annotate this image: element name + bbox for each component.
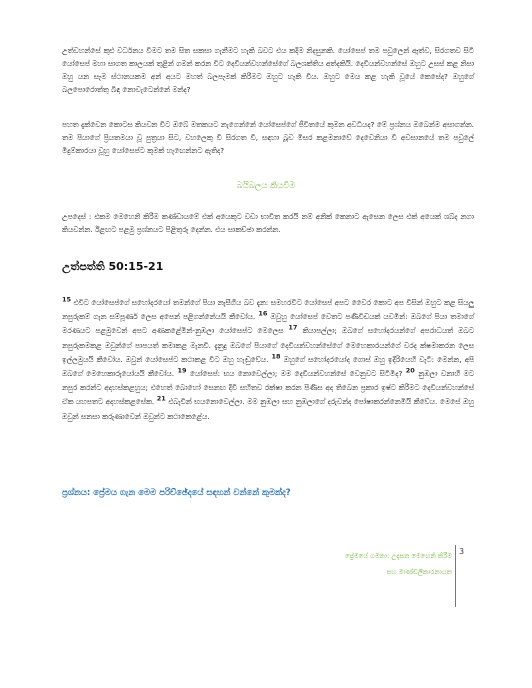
verse-text: කියාපල්ලා; ඔබගේ සහෝදරයන්ගේ අපරාධයත් ඔබට නපුරුකමකළ ඔවුන්ගේ පාපයත් කමාකළ මැනවි. දැනුදු ඔබගේ පියාගේ දෙවියන්වහන්සේගේ මෙහෙකාරයන්ගේ වරද ක්ෂමාකරන ලෙස ඉල්ලමුයයි කීවෝය. ඔවුන් යෝසෙප්ට කථාකළ විට ඔහු හැඬුවේය. <box>62 326 475 364</box>
intro-paragraph: උත්වහන්සේ කුළු වර්ධනය වීමට තම සිත සකසා ගැනීමට හැකි බවට එය කදිම නිදසුනකි. යෝසෙප් තම පවුලෙන් ඈත්ව, සිරගතව සිටි යෝසෙප් මහා සාගත කාලයක් තුළින් ගමන් කරන විට දෙවියන්වහන්සේගේ බලශක්තිය අත්දකියි. දෙවියන්වහන්සේ ඔහුට උසස් කළ නිසා ඔහු යන සෑම ස්ථානයකම අන් අයට මහත් බලපෑමක් කිරීමට ඔහුට හැකි විය. ඔහුට මෙය කළ හැකි වූයේ කෙසේද? ඔහුගේ බලපොරොත්තු බිඳ නොවැටෙන්නේ මන්ද? <box>62 46 474 94</box>
instructions-paragraph: උපදෙස් : එකම මෙහෙනි කිරීම කණ්ඩායමේ එක් අයෙකුට වඩා භාවිත කරයි නම් අනික් කෙනාට ඇසෙන ලෙස එක් අයෙක් ශබ්ද නගා කියවන්න. ඊළඟට පළමු ප්‍රශ්නයට පිළිතුරු දෙන්න. එය සාකච්ඡා කරන්න. <box>62 212 474 234</box>
footer-title: ප්‍රේමයේ ගමනා: උදැසන මෙහෙනි කිරීම <box>345 552 452 560</box>
footer-subtitle: සහ මාණ්ඩලිකාරනායක <box>386 568 452 576</box>
verse-number: 20 <box>405 366 415 375</box>
reflection-paragraph: පහත දැක්වෙන කොටස කියවන විට ඔබේ මතකයට නැගෙන්නේ යෝසෙප්ගේ ජීවිතයේ කුමන අවධියද? මේ ප්‍රශ්නය ඔබෙන්ම අසාගන්න. තම පියාගේ ප්‍රියතමයා වූ පුත්‍රයා සිට, වහලෙකු වී සිරගත වී, සඳහා බූව මිසර කළමනාවේ දෙවෙනියා වී අවසානයේ තම පවුලේ මිදුම්කාරයා වූහු යෝසෙප්ට කුමක් හැඟෙන්නට ඇතිද? <box>62 120 474 155</box>
verse-text: නුඹලා වනාහි මට නපුර කරන්ට අදහස්කළහුය; එහෙත් බොහෝ සෙනඟ දිවි සහිතව රක්ෂා කරන පිණිස අද තිබෙන ප්‍රකාර ඉෂ්ට කිරීමට දෙවියන්වහන්සේ ඒක යහපතට අදහස්කළසේක. <box>62 369 474 407</box>
verse-number: 18 <box>271 352 281 361</box>
verse-text: ඔහුගේ සහෝදරයෝද ගොස් ඔහු ඉදිරියෙහි වැටී: මෙන්න, අපි ඔබගේ මෙහෙකාරුයෝයයි කීවෝය. <box>62 354 474 379</box>
verse-number: 16 <box>258 309 268 318</box>
footer-divider <box>455 545 456 607</box>
verse-number: 21 <box>156 395 166 403</box>
verse-text: එබැවින් භයනොවෙල්ලා. මම නුඹලා සහ නුඹලාගේ දරුවන්ද පෝෂාකරන්නෙමියි කීවේය. මෙසේ ඔහු ඔවුන් සනසා කරුණාවෙන් ඔවුන්ට කථාකෙළේය. <box>62 397 475 421</box>
verse-number: 19 <box>177 366 187 375</box>
verse-text: යෝසෙප්: භය නොවෙල්ලා; මම දෙවියන්වහන්සේ වෙනුවට සිටිමිද? <box>189 369 403 379</box>
scripture-passage <box>62 296 474 424</box>
verse-number: 17 <box>288 323 298 332</box>
page-number: 3 <box>459 547 465 556</box>
verse-text: ඔවුහු යෝසෙප් වෙතට පණිවිඩයක් යවමින්: ඔබගේ පියා තමාගේ මරණයට පළමුවෙන් අපට අණකළේමින්-නුඹලා යෝසෙප්ට මෙලෙස <box>62 312 474 336</box>
scripture-reference: උත්පත්ති 50:15-21 <box>62 260 164 273</box>
page-footer <box>345 548 452 580</box>
verse-number: 15 <box>62 295 72 304</box>
discussion-question: ප්‍රශ්නය: ප්‍රේමය ගැන මෙම පරිච්ඡේදයේ සඳහන් වන්නේ කුමක්ද? <box>62 488 291 498</box>
section-title: බයිබලය කියවීම <box>236 181 296 191</box>
verse-text: එවිට යෝසෙප්ගේ සහෝදරයෝ තමන්ගේ පියා නැසීගිය බව දැන: සමහරවිට යෝසෙප් අපට වෛර කොට අප විසින් ඔහුට කළ සියලු නපුරුකම් ගැන සම්පූර්ණ ලෙස අපෙන් පළිගන්නේයයි කීවෝය. <box>62 298 474 322</box>
